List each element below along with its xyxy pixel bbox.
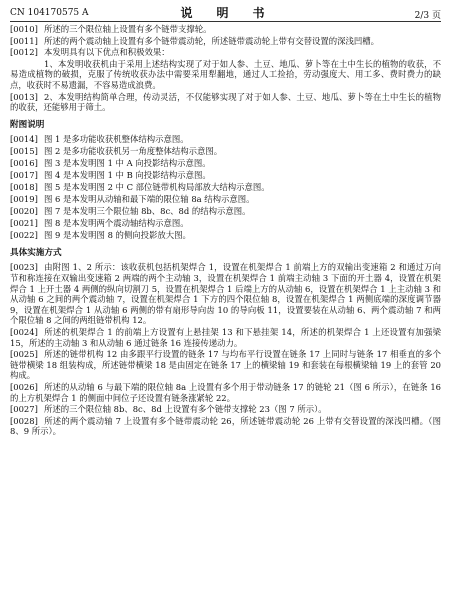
- paragraph: [10, 416, 441, 437]
- paragraph: [10, 218, 441, 229]
- paragraph-number: [0027]: [10, 404, 38, 415]
- paragraph-text: 所述的三个限位轴上设置有多个链带支撑轮。: [44, 24, 212, 34]
- paragraph-number: [0010]: [10, 24, 38, 34]
- paragraph-number: [0020]: [10, 206, 38, 217]
- paragraph-number: [0019]: [10, 194, 38, 205]
- paragraph-text: 图 5 是本发明图 2 中 C 部位链带机构局部放大结构示意图。: [44, 182, 270, 193]
- paragraph: [10, 170, 441, 181]
- paragraph-number: [0025]: [10, 349, 38, 360]
- paragraph: [10, 404, 441, 415]
- paragraph: [10, 146, 441, 157]
- paragraphs-bottom: [10, 262, 441, 437]
- paragraph-number: [0011]: [10, 35, 38, 46]
- paragraph-number: [0018]: [10, 182, 38, 193]
- figures-heading: 附图说明: [10, 119, 45, 130]
- document-number: CN 104170575 A: [10, 8, 89, 18]
- paragraph-text: 所述的三个限位轴 8b、8c、8d 上设置有多个链带支撑轮 23（图 7 所示）。: [44, 404, 327, 415]
- paragraph-number: [0021]: [10, 218, 38, 229]
- paragraph-text: 图 8 是本发明两个震动轴结构示意图。: [44, 218, 189, 229]
- paragraph-text: 所述的两个震动轴 7 上设置有多个链带震动轮 26，所述链带震动轮 26 上带有交替设置的深浅凹槽。（图 8、9 所示）。: [10, 415, 441, 437]
- page-header: [10, 3, 441, 22]
- document-body: [10, 24, 441, 438]
- paragraph-number: [0015]: [10, 146, 38, 157]
- paragraph: [10, 327, 441, 348]
- paragraph-number: [0014]: [10, 134, 38, 145]
- paragraph-text: 2、本发明结构简单合理，传动灵活，不仅能够实现了对于如人参、土豆、地瓜、萝卜等在土中生长的植物的收获，还能够用于筛土。: [10, 91, 441, 113]
- paragraph: [10, 262, 441, 326]
- paragraph: [10, 59, 441, 91]
- paragraph-text: 所述的机架焊合 1 的前端上方设置有上悬挂架 13 和下悬挂架 14，所述的机架焊合 1 上还设置有加强梁 15，所述的主动轴 3 和从动轴 6 通过链条 16 连接传递动力。: [10, 326, 441, 348]
- paragraph: [10, 194, 441, 205]
- paragraph-text: 由附图 1、2 所示：该收获机包括机架焊合 1，设置在机架焊合 1 前端上方的双输出变速箱 2 和通过万向节和称连接在双输出变速箱 2 两端的两个主动轴 3，设置在机架焊合 1 前端主动轴 3 下面的开土器 4，设置在机架焊合 1 上开土器 4 两侧的纵向切割刀 5，设置在机架焊合 1 后端上方的从动轴 6，设置在机架焊合 1 上主动轴 3 和从动轴 6 之间的两个震动轴 7，设置在机架焊合 1 下方的四个限位轴 8，设置在机架焊合 1 两侧底端的深度调节器 9，设置在机架焊合 1 从动轴 6 两侧的带有扇形导向齿 10 的导向板 11，设置要装在从动轴 6、两个震动轴 7 和两个限位轴 8 之间的两组链带机构 12。: [10, 262, 441, 326]
- paragraph-number: [0026]: [10, 381, 38, 392]
- paragraph: [10, 24, 441, 35]
- paragraph-text: 1、本发明收获机由于采用上述结构实现了对于如人参、土豆、地瓜、萝卜等在土中生长的植物的收获，不易造成植物的破损，克服了传统收获办法中需要采用犁翻地，通过人工捡拾，劳动强度大、用工多、费时费力的缺点，收获时不易遗漏，不容易造成浪费。: [10, 58, 441, 90]
- paragraph: [10, 382, 441, 403]
- paragraph: [10, 92, 441, 113]
- paragraph-text: 所述的从动轴 6 与最下端的限位轴 8a 上设置有多个用于带动链条 17 的链轮 21（图 6 所示），在链条 16 的上方机架焊合 1 的侧面中间位子还设置有链条涨紧轮 22。: [10, 381, 441, 403]
- paragraph: [10, 36, 441, 47]
- paragraph: [10, 182, 441, 193]
- paragraph-number: [0017]: [10, 170, 38, 181]
- paragraph-text: 图 4 是本发明图 1 中 B 向投影结构示意图。: [44, 170, 211, 181]
- paragraph: [10, 47, 441, 58]
- paragraph-text: 所述的链带机构 12 由多跟平行设置的链条 17 与均布平行设置在链条 17 上同时与链条 17 相垂直的多个链带横梁 18 组装构成，所述链带横梁 18 是由固定在链条 17 上的横梁轴 19 和套装在每根横梁轴 19 上的套管 20 构成。: [10, 349, 441, 381]
- page-number: 2/3 页: [414, 11, 441, 21]
- paragraph-number: [0013]: [10, 91, 38, 102]
- paragraph: [10, 134, 441, 145]
- paragraph-text: 图 7 是本发明三个限位轴 8b、8c、8d 的结构示意图。: [44, 206, 251, 217]
- paragraph: [10, 158, 441, 169]
- document-title: 说 明 书: [180, 6, 271, 20]
- paragraph-number: [0024]: [10, 326, 38, 337]
- paragraph: [10, 230, 441, 241]
- paragraph-number: [0022]: [10, 230, 38, 241]
- paragraph-number: [0012]: [10, 47, 38, 58]
- paragraph-number: [0023]: [10, 262, 38, 273]
- paragraph-text: 图 9 是本发明图 8 的侧向投影放大图。: [44, 230, 191, 241]
- paragraph-number: [0028]: [10, 415, 38, 426]
- paragraph: [10, 349, 441, 381]
- paragraph-text: 图 3 是本发明图 1 中 A 向投影结构示意图。: [44, 158, 211, 169]
- paragraphs-top: [10, 24, 441, 113]
- paragraph-text: 图 6 是本发明从动轴和最下端的限位轴 8a 结构示意图。: [44, 194, 255, 205]
- paragraph-text: 所述的两个震动轴上设置有多个链带震动轮，所述链带震动轮上带有交替设置的深浅凹槽。: [44, 35, 379, 46]
- paragraph: [10, 206, 441, 217]
- paragraph-text: 本发明具有以下优点和积极效果：: [44, 47, 170, 58]
- paragraph-text: 图 1 是多功能收获机整体结构示意图。: [44, 134, 189, 145]
- paragraph-text: 图 2 是多功能收获机另一角度整体结构示意图。: [44, 146, 223, 157]
- embodiment-heading: 具体实施方式: [10, 247, 62, 258]
- paragraph-number: [0016]: [10, 158, 38, 169]
- figure-list: [10, 134, 441, 240]
